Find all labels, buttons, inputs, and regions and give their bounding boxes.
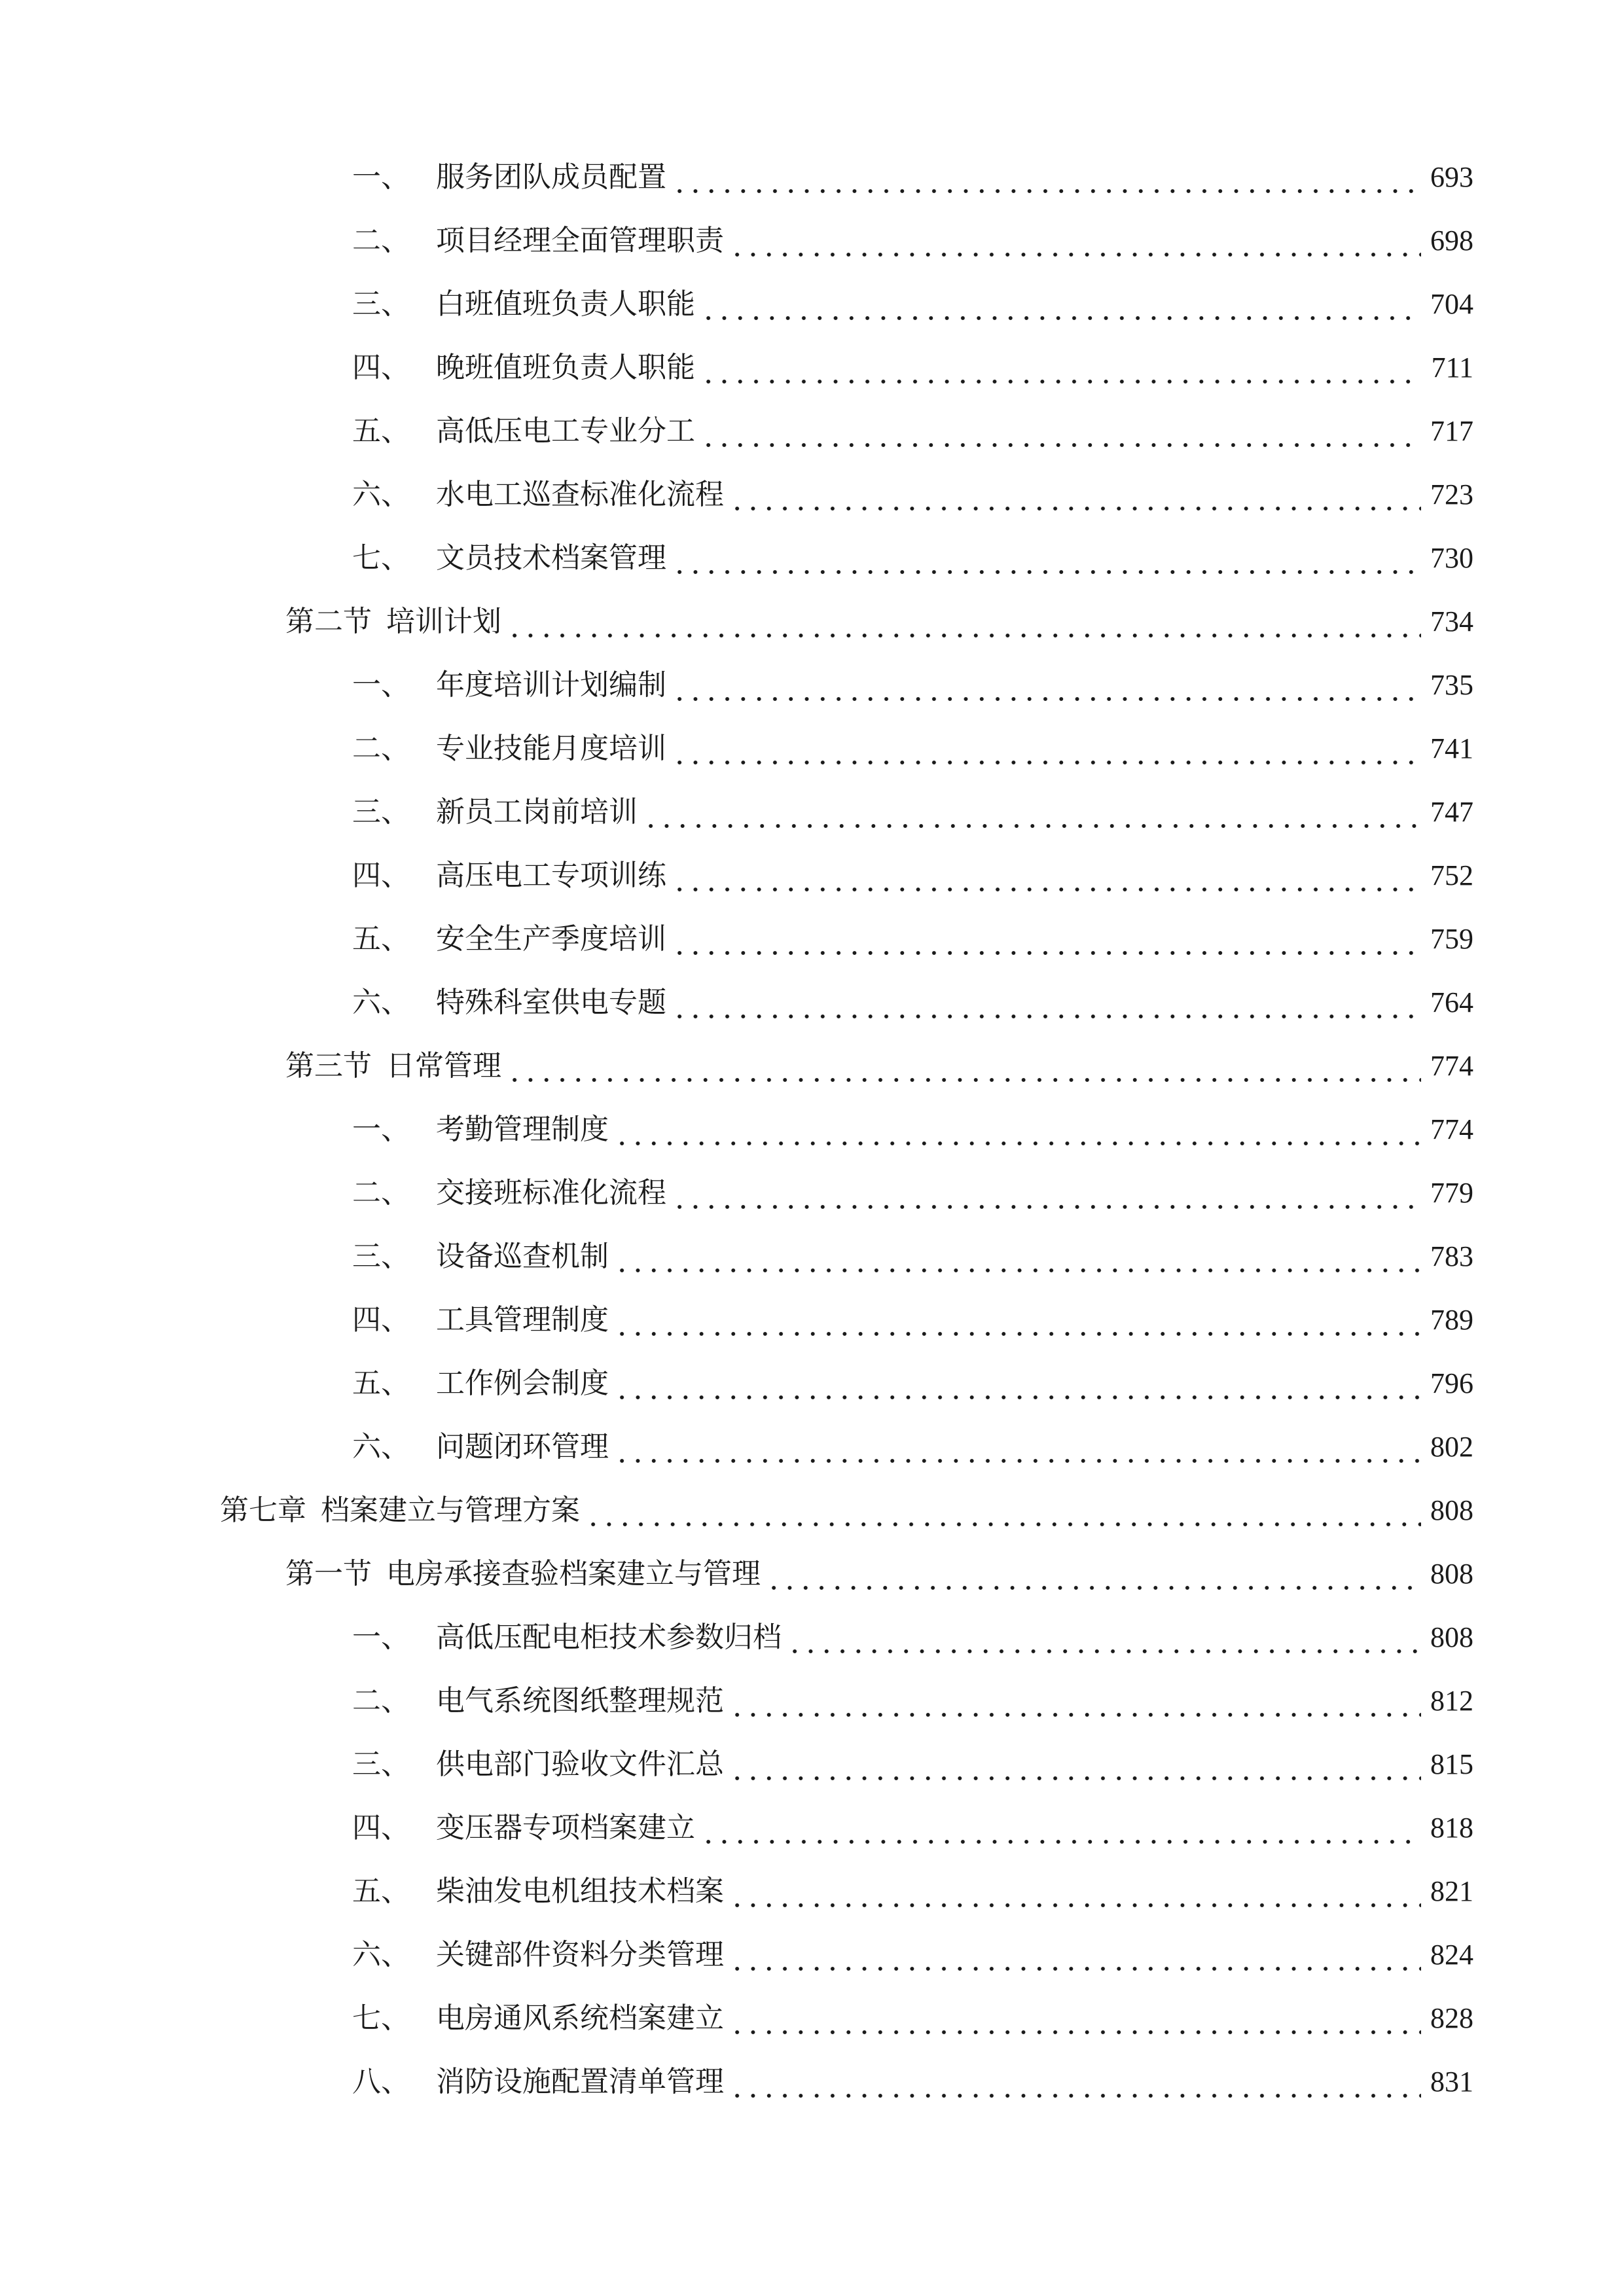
toc-entry[interactable] xyxy=(352,723,1473,775)
toc-entry-number: 三、 xyxy=(352,1240,410,1273)
dot-leader xyxy=(729,1865,1421,1918)
toc-entry-title: 考勤管理制度 xyxy=(436,1113,609,1146)
toc-entry-title: 特殊科室供电专题 xyxy=(436,986,666,1019)
toc-entry-title: 专业技能月度培训 xyxy=(436,732,666,765)
toc-entry-page: 764 xyxy=(1430,986,1473,1018)
dot-leader xyxy=(672,1167,1421,1219)
dot-leader xyxy=(507,596,1421,648)
dot-leader xyxy=(672,850,1421,902)
toc-entry-number: 六、 xyxy=(352,986,410,1019)
toc-entry[interactable] xyxy=(352,1357,1473,1410)
toc-entry-page: 730 xyxy=(1430,542,1473,574)
dot-leader xyxy=(729,1992,1421,2045)
toc-entry-title: 白班值班负责人职能 xyxy=(436,287,695,321)
toc-entry-number: 四、 xyxy=(352,859,410,892)
toc-entry-number: 一、 xyxy=(352,1113,410,1146)
toc-entry[interactable] xyxy=(352,405,1473,457)
toc-entry-title: 晚班值班负责人职能 xyxy=(436,351,695,384)
toc-entry-title: 柴油发电机组技术档案 xyxy=(436,1874,724,1908)
dot-leader xyxy=(585,1484,1421,1537)
toc-section-number: 第三节 xyxy=(285,1049,372,1083)
toc-entry-title: 新员工岗前培训 xyxy=(436,795,638,829)
toc-chapter-number: 第七章 xyxy=(220,1494,306,1527)
toc-entry-title: 安全生产季度培训 xyxy=(436,922,666,956)
toc-entry-number: 五、 xyxy=(352,922,410,956)
dot-leader xyxy=(643,786,1421,838)
toc-entry-page: 752 xyxy=(1430,859,1473,891)
toc-entry-title: 高压电工专项训练 xyxy=(436,859,666,892)
dot-leader xyxy=(672,977,1421,1029)
toc-entry-page: 693 xyxy=(1430,161,1473,193)
dot-leader xyxy=(614,1103,1421,1156)
toc-entry-page: 734 xyxy=(1430,605,1473,637)
dot-leader xyxy=(700,342,1421,394)
dot-leader xyxy=(729,1738,1421,1791)
toc-section-number: 第一节 xyxy=(285,1557,372,1590)
toc-entry-number: 六、 xyxy=(352,478,410,511)
toc-entry-title: 设备巡查机制 xyxy=(436,1240,609,1273)
toc-entry-page: 717 xyxy=(1430,415,1473,447)
toc-entry-page: 815 xyxy=(1430,1748,1473,1780)
toc-entry-number: 三、 xyxy=(352,795,410,829)
toc-entry-title: 消防设施配置清单管理 xyxy=(436,2065,724,2098)
toc-entry-number: 四、 xyxy=(352,351,410,384)
toc-entry[interactable] xyxy=(352,659,1473,711)
toc-entry-title: 电气系统图纸整理规范 xyxy=(436,1684,724,1717)
toc-entry-page: 808 xyxy=(1430,1558,1473,1590)
dot-leader xyxy=(672,532,1421,584)
toc-entry-number: 八、 xyxy=(352,2065,410,2098)
toc-entry[interactable] xyxy=(352,786,1473,838)
dot-leader xyxy=(729,215,1421,267)
toc-entry-title: 高低压配电柜技术参数归档 xyxy=(436,1621,782,1654)
dot-leader xyxy=(729,1929,1421,1981)
toc-entry-title: 电房通风系统档案建立 xyxy=(436,2001,724,2035)
toc-entry[interactable] xyxy=(352,977,1473,1029)
toc-section-title: 电房承接查验档案建立与管理 xyxy=(386,1557,761,1590)
toc-entry-page: 812 xyxy=(1430,1685,1473,1717)
dot-leader xyxy=(614,1294,1421,1346)
toc-entry-number: 七、 xyxy=(352,2001,410,2035)
dot-leader xyxy=(614,1230,1421,1283)
dot-leader xyxy=(700,405,1421,457)
dot-leader xyxy=(507,1040,1421,1092)
toc-entry-page: 821 xyxy=(1430,1875,1473,1907)
toc-entry-title: 高低压电工专业分工 xyxy=(436,414,695,448)
toc-entry-page: 741 xyxy=(1430,732,1473,764)
toc-entry-page: 783 xyxy=(1430,1240,1473,1272)
toc-entry[interactable] xyxy=(352,1103,1473,1156)
toc-entry[interactable] xyxy=(352,1611,1473,1664)
dot-leader xyxy=(729,2056,1421,2108)
toc-entry-page: 698 xyxy=(1430,224,1473,257)
toc-entry-title: 年度培训计划编制 xyxy=(436,668,666,702)
dot-leader xyxy=(614,1357,1421,1410)
toc-entry-number: 六、 xyxy=(352,1938,410,1971)
toc-entry[interactable] xyxy=(352,278,1473,331)
dot-leader xyxy=(729,469,1421,521)
toc-entry-page: 759 xyxy=(1430,923,1473,955)
toc-chapter-entry[interactable] xyxy=(220,1484,1473,1537)
toc-entry[interactable] xyxy=(352,1421,1473,1473)
toc-entry-page: 779 xyxy=(1430,1177,1473,1209)
toc-section-title: 日常管理 xyxy=(386,1049,501,1083)
toc-entry[interactable] xyxy=(352,850,1473,902)
dot-leader xyxy=(614,1421,1421,1473)
toc-entry-title: 水电工巡查标准化流程 xyxy=(436,478,724,511)
dot-leader xyxy=(729,1675,1421,1727)
toc-entry-title: 供电部门验收文件汇总 xyxy=(436,1748,724,1781)
toc-entry-number: 二、 xyxy=(352,732,410,765)
dot-leader xyxy=(700,1802,1421,1854)
toc-entry-number: 五、 xyxy=(352,1874,410,1908)
toc-section-title: 培训计划 xyxy=(386,605,501,638)
toc-entry-page: 831 xyxy=(1430,2066,1473,2098)
dot-leader xyxy=(700,278,1421,331)
toc-entry-page: 808 xyxy=(1430,1621,1473,1653)
toc-entry-number: 五、 xyxy=(352,1367,410,1400)
toc-entry-number: 二、 xyxy=(352,224,410,257)
toc-entry-page: 828 xyxy=(1430,2002,1473,2034)
toc-entry-page: 747 xyxy=(1430,796,1473,828)
toc-entry-page: 774 xyxy=(1430,1050,1473,1082)
toc-entry-page: 796 xyxy=(1430,1367,1473,1399)
toc-entry-number: 六、 xyxy=(352,1430,410,1463)
toc-entry[interactable] xyxy=(352,1294,1473,1346)
toc-entry-title: 项目经理全面管理职责 xyxy=(436,224,724,257)
toc-chapter-title: 档案建立与管理方案 xyxy=(321,1494,580,1527)
dot-leader xyxy=(787,1611,1421,1664)
toc-entry-number: 三、 xyxy=(352,1748,410,1781)
toc-entry-page: 735 xyxy=(1430,669,1473,701)
toc-entry-title: 问题闭环管理 xyxy=(436,1430,609,1463)
toc-entry[interactable] xyxy=(352,913,1473,965)
toc-entry-number: 五、 xyxy=(352,414,410,448)
toc-section-entry[interactable] xyxy=(285,1040,1473,1092)
toc-entry[interactable] xyxy=(352,342,1473,394)
toc-entry-number: 一、 xyxy=(352,668,410,702)
toc-entry-title: 工具管理制度 xyxy=(436,1303,609,1336)
toc-entry-number: 一、 xyxy=(352,1621,410,1654)
dot-leader xyxy=(672,913,1421,965)
toc-entry-title: 交接班标准化流程 xyxy=(436,1176,666,1210)
toc-section-entry[interactable] xyxy=(285,1548,1473,1600)
toc-entry[interactable] xyxy=(352,2056,1473,2108)
toc-entry-page: 789 xyxy=(1430,1304,1473,1336)
toc-entry[interactable] xyxy=(352,151,1473,204)
toc-entry-page: 704 xyxy=(1430,288,1473,320)
toc-entry-page: 723 xyxy=(1430,478,1473,511)
toc-entry[interactable] xyxy=(352,1738,1473,1791)
dot-leader xyxy=(766,1548,1421,1600)
toc-entry[interactable] xyxy=(352,1675,1473,1727)
toc-entry[interactable] xyxy=(352,1167,1473,1219)
toc-entry[interactable] xyxy=(352,1929,1473,1981)
toc-entry-title: 变压器专项档案建立 xyxy=(436,1811,695,1844)
toc-entry[interactable] xyxy=(352,1230,1473,1283)
toc-entry-title: 文员技术档案管理 xyxy=(436,541,666,575)
toc-entry-number: 二、 xyxy=(352,1684,410,1717)
toc-entry-page: 808 xyxy=(1430,1494,1473,1526)
toc-section-entry[interactable] xyxy=(285,596,1473,648)
toc-entry[interactable] xyxy=(352,1802,1473,1854)
toc-entry-page: 824 xyxy=(1430,1939,1473,1971)
toc-entry[interactable] xyxy=(352,1992,1473,2045)
dot-leader xyxy=(672,723,1421,775)
toc-entry-page: 774 xyxy=(1430,1113,1473,1145)
toc-entry-title: 关键部件资料分类管理 xyxy=(436,1938,724,1971)
toc-entry-number: 一、 xyxy=(352,160,410,194)
dot-leader xyxy=(672,659,1421,711)
toc-entry-number: 二、 xyxy=(352,1176,410,1210)
toc-entry[interactable] xyxy=(352,1865,1473,1918)
dot-leader xyxy=(672,151,1421,204)
toc-entry-title: 工作例会制度 xyxy=(436,1367,609,1400)
toc-entry[interactable] xyxy=(352,215,1473,267)
toc-entry-number: 四、 xyxy=(352,1303,410,1336)
toc-entry-number: 三、 xyxy=(352,287,410,321)
toc-entry-number: 四、 xyxy=(352,1811,410,1844)
toc-entry-title: 服务团队成员配置 xyxy=(436,160,666,194)
toc-entry[interactable] xyxy=(352,532,1473,584)
toc-entry-page: 711 xyxy=(1431,351,1473,384)
toc-entry[interactable] xyxy=(352,469,1473,521)
toc-entry-number: 七、 xyxy=(352,541,410,575)
toc-section-number: 第二节 xyxy=(285,605,372,638)
toc-entry-page: 818 xyxy=(1430,1812,1473,1844)
toc-entry-page: 802 xyxy=(1430,1431,1473,1463)
